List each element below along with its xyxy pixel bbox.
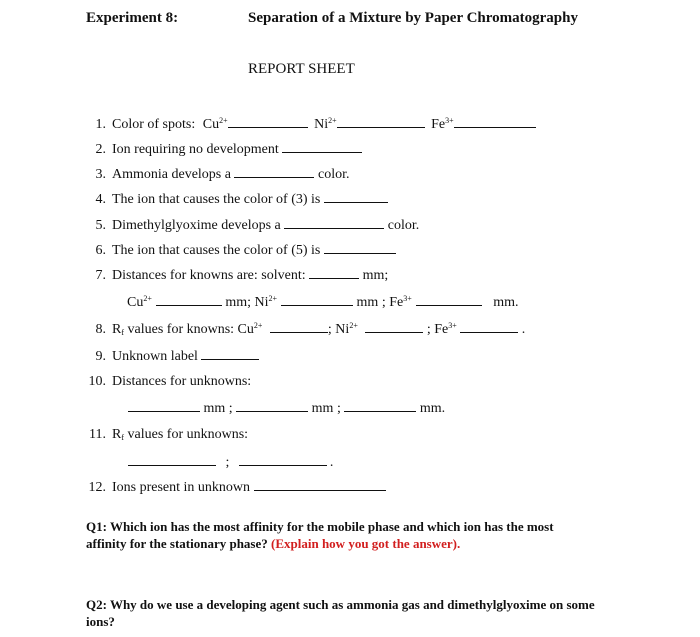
ion-color-5-blank[interactable] (324, 242, 396, 254)
item-9 (86, 348, 259, 365)
ni-distance-blank[interactable] (281, 294, 353, 306)
item-number: 3. (95, 167, 106, 182)
item-11-end: . (329, 455, 334, 470)
no-development-ion-blank[interactable] (282, 141, 362, 153)
item-6-label: The ion that causes the color of (5) is (112, 243, 321, 258)
item-number: 9. (95, 349, 106, 364)
unit-mm: mm. (419, 401, 446, 416)
cu-ion-label: $Cu^{2+}$ (202, 116, 228, 132)
item-7-continued (127, 294, 519, 311)
item-2 (86, 141, 362, 158)
item-10-blanks (128, 400, 445, 417)
experiment-label: Experiment 8: (86, 10, 179, 26)
fe-unit-label: mm ; $Fe^{3+}$ (356, 294, 412, 310)
unknown-distance-2-blank[interactable] (236, 400, 308, 412)
unknown-rf-2-blank[interactable] (239, 454, 327, 466)
item-2-label: Ion requiring no development (112, 142, 279, 157)
ni-color-blank[interactable] (337, 116, 425, 128)
item-number: 7. (95, 268, 106, 283)
item-8 (86, 321, 525, 338)
cu-color-blank[interactable] (228, 116, 308, 128)
item-12-label: Ions present in unknown (112, 480, 251, 495)
item-number: 2. (95, 142, 106, 157)
rf-symbol: $R_f$ (112, 322, 125, 337)
item-number: 12. (88, 480, 106, 495)
item-number: 11. (89, 427, 106, 442)
item-number: 1. (95, 117, 106, 132)
unknown-distance-3-blank[interactable] (344, 400, 416, 412)
item-11-blanks (128, 454, 333, 471)
unit-mm: mm ; (311, 401, 341, 416)
question-2 (86, 596, 606, 630)
item-number: 6. (95, 243, 106, 258)
ni-ion-label: $Ni^{2+}$ (314, 116, 337, 132)
item-1-label: Color of spots: (112, 117, 196, 132)
ion-color-3-blank[interactable] (324, 191, 388, 203)
item-9-label: Unknown label (112, 349, 198, 364)
item-number: 10. (88, 374, 106, 389)
ni-rf-blank[interactable] (365, 321, 423, 333)
item-5-suffix: color. (387, 218, 420, 233)
ammonia-color-blank[interactable] (234, 166, 314, 178)
item-8-end: . (521, 322, 526, 337)
item-1 (86, 116, 536, 133)
question-2-text: Q2: Why do we use a developing agent such as ammonia gas and dimethylglyoxime on some ions? (86, 597, 595, 629)
item-8-label: values for knowns: $Cu^{2+}$ (127, 321, 263, 337)
question-1 (86, 518, 591, 552)
ni-unit-label: mm; $Ni^{2+}$ (225, 294, 278, 310)
item-7-end-unit: mm. (493, 295, 519, 310)
ni-rf-label: ; $Ni^{2+}$ (327, 321, 358, 337)
page-title: Separation of a Mixture by Paper Chromatography (248, 10, 578, 26)
item-10 (86, 374, 251, 390)
item-11-label: values for unknowns: (127, 427, 249, 442)
ions-present-blank[interactable] (254, 479, 386, 491)
item-7 (86, 267, 388, 284)
item-6 (86, 242, 396, 259)
question-1-text: Q1: Which ion has the most affinity for the mobile phase and which ion has the most affinity for the stationary phase? (86, 519, 554, 551)
fe-distance-blank[interactable] (416, 294, 482, 306)
item-5 (86, 217, 419, 234)
dmg-color-blank[interactable] (284, 217, 384, 229)
fe-ion-label: $Fe^{3+}$ (431, 116, 454, 132)
rf-symbol: $R_f$ (112, 427, 125, 442)
item-11 (86, 427, 248, 443)
cu-ion-label: $Cu^{2+}$ (127, 294, 152, 310)
unknown-label-blank[interactable] (201, 348, 259, 360)
solvent-distance-blank[interactable] (309, 267, 359, 279)
fe-rf-blank[interactable] (460, 321, 518, 333)
separator: ; (225, 455, 230, 470)
fe-rf-label: ; $Fe^{3+}$ (426, 321, 457, 337)
cu-rf-blank[interactable] (270, 321, 328, 333)
item-4 (86, 191, 388, 208)
report-sheet-title: REPORT SHEET (248, 61, 355, 77)
item-12 (86, 479, 386, 496)
fe-color-blank[interactable] (454, 116, 536, 128)
item-number: 4. (95, 192, 106, 207)
item-3 (86, 166, 349, 183)
item-3-suffix: color. (317, 167, 350, 182)
cu-distance-blank[interactable] (156, 294, 222, 306)
unit-mm: mm ; (203, 401, 233, 416)
item-number: 5. (95, 218, 106, 233)
item-number: 8. (95, 322, 106, 337)
unknown-rf-1-blank[interactable] (128, 454, 216, 466)
item-7-label: Distances for knowns are: solvent: (112, 268, 306, 283)
item-4-label: The ion that causes the color of (3) is (112, 192, 321, 207)
question-1-note: (Explain how you got the answer). (271, 536, 461, 551)
item-7-unit: mm; (362, 268, 389, 283)
item-3-label: Ammonia develops a (112, 167, 231, 182)
unknown-distance-1-blank[interactable] (128, 400, 200, 412)
item-5-label: Dimethylglyoxime develops a (112, 218, 281, 233)
item-10-label: Distances for unknowns: (112, 374, 252, 389)
